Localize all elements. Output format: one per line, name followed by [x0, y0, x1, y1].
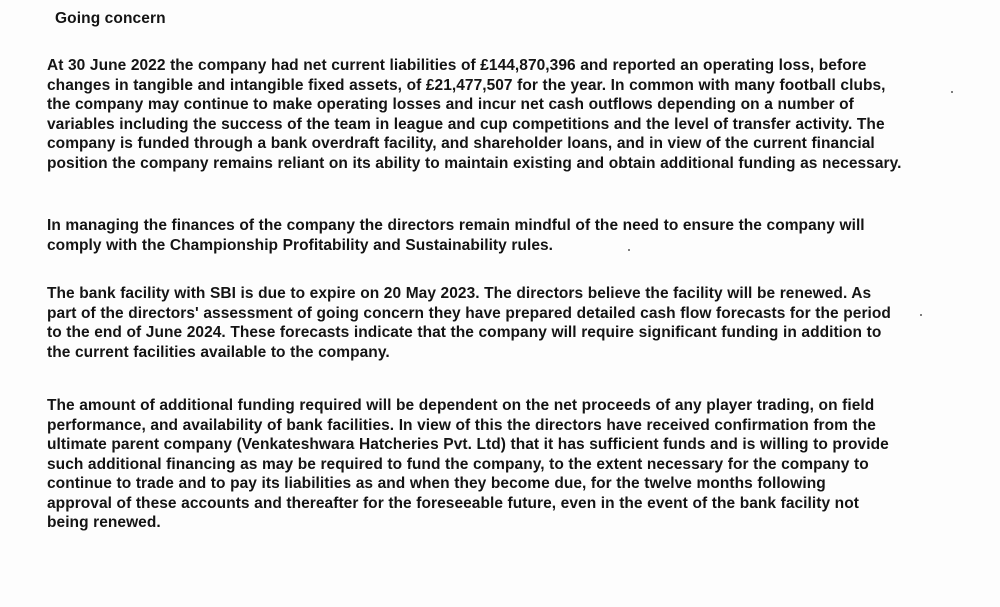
paragraph-bank-facility	[47, 284, 891, 362]
scan-speck	[920, 314, 922, 316]
text-line: In managing the finances of the company the directors remain mindful of the need to ensure the company will	[47, 217, 865, 234]
paragraph-additional-funding	[47, 396, 889, 533]
paragraph-finances	[47, 216, 865, 255]
text-line: performance, and availability of bank facilities. In view of this the directors have received confirmation from the	[47, 416, 876, 434]
text-line: The bank facility with SBI is due to expire on 20 May 2023. The directors believe the facility will be renewed. As	[47, 285, 872, 302]
text-line: changes in tangible and intangible fixed assets, of £21,477,507 for the year. In common with many football clubs,	[47, 76, 886, 94]
scan-speck	[951, 91, 953, 93]
section-heading: Going concern	[55, 10, 166, 27]
text-line: the current facilities available to the company.	[47, 343, 390, 361]
text-line: variables including the success of the team in league and cup competitions and the level of transfer activity. The	[47, 115, 885, 133]
text-line: ultimate parent company (Venkateshwara Hatcheries Pvt. Ltd) that it has sufficient funds and is willing to provide	[47, 436, 889, 453]
text-line: part of the directors' assessment of going concern they have prepared detailed cash flow forecasts for the period	[47, 304, 891, 322]
text-line: approval of these accounts and thereafter for the foreseeable future, even in the event of the bank facility not	[47, 494, 859, 512]
text-line: comply with the Championship Profitability and Sustainability rules.	[47, 236, 554, 254]
text-line: continue to trade and to pay its liabilities as and when they become due, for the twelve months following	[47, 475, 826, 492]
text-line: company is funded through a bank overdraft facility, and shareholder loans, and in view of the current financial	[47, 135, 875, 152]
text-line: being renewed.	[47, 514, 161, 531]
text-line: The amount of additional funding required will be dependent on the net proceeds of any player trading, on field	[47, 397, 875, 414]
text-line: the company may continue to make operating losses and incur net cash outflows depending on a number of	[47, 96, 854, 113]
text-line: position the company remains reliant on its ability to maintain existing and obtain additional funding as necessary.	[47, 154, 902, 172]
scan-speck	[628, 249, 630, 251]
text-line: to the end of June 2024. These forecasts indicate that the company will require significant funding in addition to	[47, 324, 882, 341]
text-line: At 30 June 2022 the company had net current liabilities of £144,870,396 and reported an operating loss, before	[47, 57, 867, 74]
text-line: such additional financing as may be required to fund the company, to the extent necessary for the company to	[47, 455, 869, 473]
paragraph-liabilities	[47, 56, 901, 173]
